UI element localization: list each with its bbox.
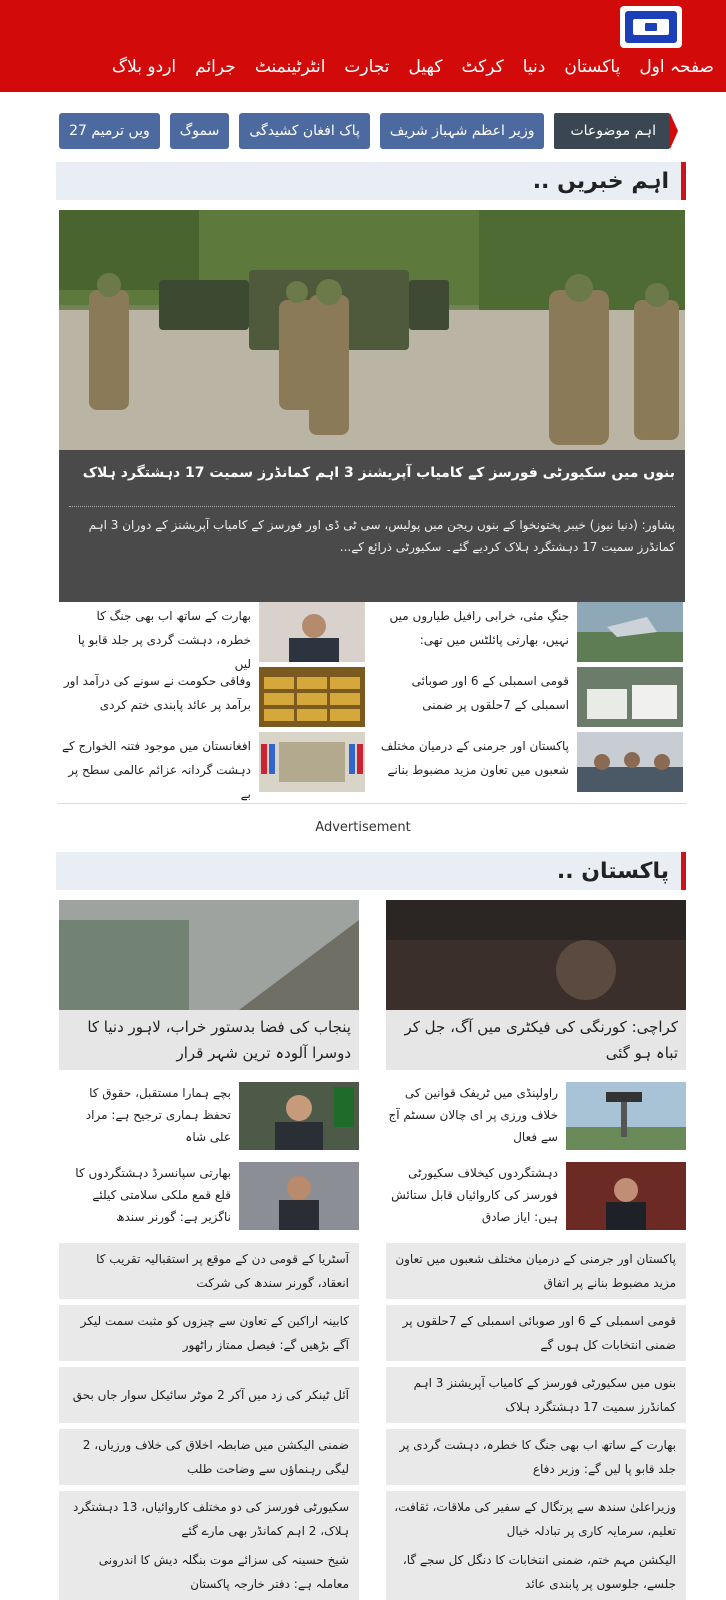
news-headline[interactable]: قومی اسمبلی کے 6 اور صوبائی اسمبلی کے 7حلقوں پر ضمنی xyxy=(411,674,569,712)
hero-image[interactable] xyxy=(59,210,685,450)
list-item[interactable] xyxy=(386,1544,686,1600)
list-item[interactable] xyxy=(57,602,365,671)
news-thumbnail[interactable] xyxy=(259,732,365,792)
topics-bar xyxy=(59,113,670,149)
news-headline[interactable]: جنگِ مئی، خرابی رافیل طیاروں میں نہیں، بھارتی پائلٹس میں تھی: xyxy=(389,609,569,647)
list-item[interactable] xyxy=(386,1305,686,1361)
nav-entertainment[interactable]: انٹرٹینمنٹ xyxy=(254,57,326,77)
list-item[interactable] xyxy=(57,667,365,729)
news-headline[interactable]: آسٹریا کے قومی دن کے موقع پر استقبالیہ تقریب کا انعقاد، گورنر سندھ کی شرکت xyxy=(96,1252,349,1290)
topic-27th-amendment[interactable]: 27 ویں ترمیم xyxy=(59,113,160,149)
news-thumbnail[interactable] xyxy=(566,1082,686,1150)
nav-urdu-blog[interactable]: اردو بلاگ xyxy=(111,57,177,77)
list-item[interactable] xyxy=(386,1243,686,1299)
news-headline[interactable]: بنوں میں سکیورٹی فورسز کے کامیاب آپریشنز 3 اہم کمانڈرز سمیت 17 دہشتگرد ہلاک xyxy=(413,1376,676,1414)
list-item[interactable] xyxy=(59,1162,359,1230)
news-image[interactable] xyxy=(59,900,359,1010)
pakistan-heading-text: پاکستان .. xyxy=(556,858,669,884)
list-item[interactable] xyxy=(59,1544,359,1600)
hero-story[interactable] xyxy=(59,210,685,602)
news-thumbnail[interactable] xyxy=(577,667,683,727)
nav-cricket[interactable]: کرکٹ xyxy=(461,57,504,77)
news-thumbnail[interactable] xyxy=(577,602,683,662)
news-headline[interactable]: بھارت کے ساتھ اب بھی جنگ کا خطرہ، دہشت گردی پر جلد قابو پا لیں xyxy=(77,609,251,671)
list-item[interactable] xyxy=(386,1491,686,1547)
nav-world[interactable]: دنیا xyxy=(522,57,546,77)
advertisement-label: Advertisement xyxy=(315,820,411,835)
hero-divider xyxy=(69,506,675,507)
nav-pakistan[interactable]: پاکستان xyxy=(564,57,621,77)
list-item[interactable] xyxy=(59,1082,359,1150)
news-headline[interactable]: شیخ حسینہ کی سزائے موت بنگلہ دیش کا اندرونی معاملہ ہے: دفتر خارجہ پاکستان xyxy=(98,1553,349,1591)
topic-pak-afghan[interactable]: پاک افغان کشیدگی xyxy=(239,113,370,149)
list-item[interactable] xyxy=(375,602,683,664)
hero-summary: پشاور: (دنیا نیوز) خیبر پختونخوا کے بنوں ریجن میں پولیس، سی ٹی ڈی اور فورسز کے کامیاب آپریشنز کے دوران 3 اہم کمانڈرز سمیت 17 دہشتگرد ہلاک کردیے گئے۔ سکیورٹی ذرائع کے... xyxy=(88,518,675,554)
topics-label: اہم موضوعات xyxy=(554,113,670,149)
news-headline[interactable]: وزیراعلیٰ سندھ سے پرتگال کے سفیر کی ملاقات، ثقافت، تعلیم، سرمایہ کاری پر تبادلہ خیال xyxy=(394,1500,676,1538)
hero-title[interactable]: بنوں میں سکیورٹی فورسز کے کامیاب آپریشنز 3 اہم کمانڈرز سمیت 17 دہشتگرد ہلاک xyxy=(82,465,675,481)
list-item[interactable] xyxy=(59,1367,359,1423)
list-item[interactable] xyxy=(59,1429,359,1485)
news-image[interactable] xyxy=(386,900,686,1010)
news-headline[interactable]: راولپنڈی میں ٹریفک قوانین کی خلاف ورزی پر ای چالان سسٹم آج سے فعال xyxy=(388,1086,558,1144)
topic-pm-shehbaz[interactable]: وزیر اعظم شہباز شریف xyxy=(380,113,545,149)
list-item[interactable] xyxy=(386,1162,686,1230)
news-thumbnail[interactable] xyxy=(239,1082,359,1150)
nav-business[interactable]: تجارت xyxy=(344,57,390,77)
list-item[interactable] xyxy=(59,1491,359,1547)
site-logo[interactable] xyxy=(620,6,682,48)
list-item[interactable] xyxy=(57,732,365,801)
news-headline[interactable]: بچے ہمارا مستقبل، حقوق کا تحفظ ہماری ترجیح ہے: مراد علی شاہ xyxy=(85,1086,231,1144)
nav-sports[interactable]: کھیل xyxy=(408,57,443,77)
news-thumbnail[interactable] xyxy=(259,602,365,662)
list-item[interactable] xyxy=(59,1305,359,1361)
main-nav xyxy=(112,52,714,82)
list-item[interactable] xyxy=(386,1367,686,1423)
news-thumbnail[interactable] xyxy=(239,1162,359,1230)
news-headline[interactable]: وفاقی حکومت نے سونے کی درآمد اور برآمد پر عائد پابندی ختم کردی xyxy=(63,674,251,712)
nav-home[interactable]: صفحہ اول xyxy=(639,57,714,77)
list-item[interactable] xyxy=(59,1243,359,1299)
pakistan-card[interactable] xyxy=(59,900,359,1070)
pakistan-card[interactable] xyxy=(386,900,686,1070)
divider xyxy=(57,803,687,804)
pakistan-heading xyxy=(56,852,686,890)
nav-crime[interactable]: جرائم xyxy=(195,57,236,77)
top-news-heading-text: اہم خبریں .. xyxy=(532,168,669,194)
news-headline[interactable]: کراچی: کورنگی کی فیکٹری میں آگ، جل کر تباہ ہو گئی xyxy=(404,1018,678,1062)
news-headline[interactable]: پنجاب کی فضا بدستور خراب، لاہور دنیا کا دوسرا آلودہ ترین شہر قرار xyxy=(87,1018,351,1062)
news-headline[interactable]: آئل ٹینکر کی زد میں آکر 2 موٹر سائیکل سوار جاں بحق xyxy=(72,1388,349,1402)
news-headline[interactable]: پاکستان اور جرمنی کے درمیان مختلف شعبوں میں تعاون مزید مضبوط بنانے xyxy=(380,739,569,777)
news-headline[interactable]: الیکشن مہم ختم، ضمنی انتخابات کا دنگل کل سجے گا، جلسے، جلوسوں پر پابندی عائد xyxy=(402,1553,676,1591)
news-thumbnail[interactable] xyxy=(577,732,683,792)
top-news-heading xyxy=(56,162,686,200)
news-headline[interactable]: افغانستان میں موجود فتنہ الخوارج کے دہشت گردانہ عزائم عالمی سطح پر بے xyxy=(61,739,251,801)
news-headline[interactable]: دہشتگردوں کیخلاف سکیورٹی فورسز کی کاروائیاں قابل ستائش ہیں: ایاز صادق xyxy=(391,1166,558,1224)
news-headline[interactable]: بھارت کے ساتھ اب بھی جنگ کا خطرہ، دہشت گردی پر جلد قابو پا لیں گے: وزیر دفاع xyxy=(399,1438,676,1476)
list-item[interactable] xyxy=(386,1082,686,1150)
news-headline[interactable]: پاکستان اور جرمنی کے درمیان مختلف شعبوں میں تعاون مزید مضبوط بنانے پر اتفاق xyxy=(395,1252,676,1290)
news-headline[interactable]: کابینہ اراکین کے تعاون سے چیزوں کو مثبت سمت لیکر آگے بڑھیں گے: فیصل ممتاز راٹھور xyxy=(80,1314,349,1352)
list-item[interactable] xyxy=(375,667,683,729)
news-headline[interactable]: بھارتی سپانسرڈ دہشتگردوں کا قلع قمع ملکی سلامتی کیلئے ناگزیر ہے: گورنر سندھ xyxy=(75,1166,231,1224)
site-header xyxy=(0,0,726,92)
news-headline[interactable]: ضمنی الیکشن میں ضابطہ اخلاق کی خلاف ورزیاں، 2 لیگی رہنماؤں سے وضاحت طلب xyxy=(82,1438,349,1476)
list-item[interactable] xyxy=(375,732,683,794)
list-item[interactable] xyxy=(386,1429,686,1485)
topic-smog[interactable]: سموگ xyxy=(170,113,230,149)
news-headline[interactable]: قومی اسمبلی کے 6 اور صوبائی اسمبلی کے 7حلقوں پر ضمنی انتخابات کل ہوں گے xyxy=(402,1314,676,1352)
news-thumbnail[interactable] xyxy=(259,667,365,727)
dunya-tv-logo-icon xyxy=(625,11,677,43)
news-thumbnail[interactable] xyxy=(566,1162,686,1230)
news-headline[interactable]: سکیورٹی فورسز کی دو مختلف کاروائیاں، 13 دہشتگرد ہلاک، 2 اہم کمانڈر بھی مارے گئے xyxy=(73,1500,349,1538)
